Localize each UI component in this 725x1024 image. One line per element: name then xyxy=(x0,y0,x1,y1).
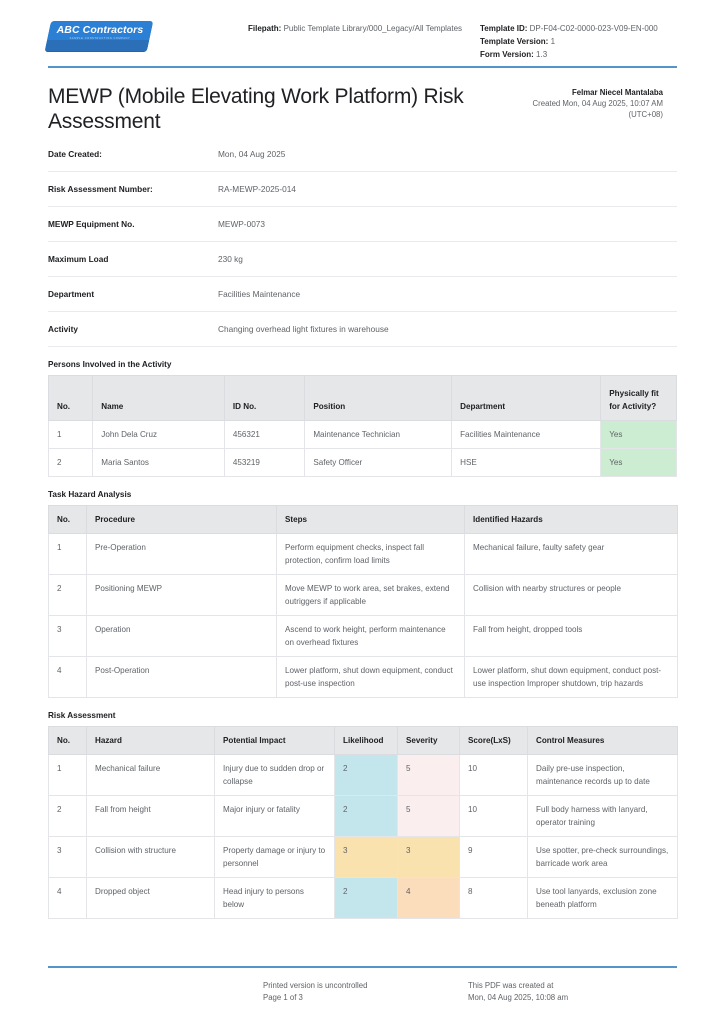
column-header-likelihood: Likelihood xyxy=(335,727,398,755)
column-header-id-no: ID No. xyxy=(224,376,304,421)
cell-hazard: Dropped object xyxy=(87,878,215,919)
field-row-activity xyxy=(48,323,677,347)
section-persons-involved xyxy=(48,360,677,477)
template-id-value: DP-F04-C02-0000-023-V09-EN-000 xyxy=(529,24,658,33)
footer-spacer xyxy=(48,980,263,1004)
task-hazard-table xyxy=(48,505,678,698)
cell-impact: Property damage or injury to personnel xyxy=(215,837,335,878)
field-value: Facilities Maintenance xyxy=(218,289,301,299)
field-row-maximum-load xyxy=(48,253,677,277)
column-header-steps: Steps xyxy=(277,506,465,534)
column-header-score: Score(LxS) xyxy=(460,727,528,755)
cell-department: Facilities Maintenance xyxy=(452,421,601,449)
form-version-row xyxy=(480,48,677,61)
field-row-department xyxy=(48,288,677,312)
cell-severity: 5 xyxy=(398,796,460,837)
column-header-no: No. xyxy=(49,506,87,534)
table-header-row xyxy=(49,506,678,534)
company-logo xyxy=(45,21,153,51)
field-value: RA-MEWP-2025-014 xyxy=(218,184,296,194)
field-label: Department xyxy=(48,289,95,299)
table-row xyxy=(49,534,678,575)
section-risk-assessment xyxy=(48,711,677,919)
cell-name: John Dela Cruz xyxy=(93,421,225,449)
cell-no: 1 xyxy=(49,534,87,575)
template-info-block xyxy=(480,22,677,61)
template-version-row xyxy=(480,35,677,48)
column-header-no: No. xyxy=(49,376,93,421)
cell-no: 4 xyxy=(49,878,87,919)
footer-printed-notice: Printed version is uncontrolled xyxy=(263,981,368,990)
table-row xyxy=(49,796,678,837)
field-label: Maximum Load xyxy=(48,254,109,264)
cell-score: 10 xyxy=(460,755,528,796)
field-value: Mon, 04 Aug 2025 xyxy=(218,149,286,159)
cell-hazard: Collision with structure xyxy=(87,837,215,878)
cell-procedure: Pre-Operation xyxy=(87,534,277,575)
column-header-severity: Severity xyxy=(398,727,460,755)
field-value: Changing overhead light fixtures in warehouse xyxy=(218,324,389,334)
cell-hazard: Mechanical failure xyxy=(87,755,215,796)
field-value: 230 kg xyxy=(218,254,243,264)
cell-controls: Use tool lanyards, exclusion zone beneath platform xyxy=(528,878,678,919)
template-id-row xyxy=(480,22,677,35)
cell-id: 453219 xyxy=(224,449,304,477)
page-title: MEWP (Mobile Elevating Work Platform) Risk Assessment xyxy=(48,85,464,133)
filepath-block xyxy=(248,22,480,61)
footer-page-number: Page 1 of 3 xyxy=(263,993,303,1002)
cell-impact: Head injury to persons below xyxy=(215,878,335,919)
cell-hazard: Fall from height xyxy=(87,796,215,837)
template-id-label: Template ID: xyxy=(480,24,528,33)
created-timezone: (UTC+08) xyxy=(628,110,663,119)
cell-no: 3 xyxy=(49,837,87,878)
footer-divider xyxy=(48,966,677,968)
table-row xyxy=(49,616,678,657)
column-header-physically-fit: Physically fit for Activity? xyxy=(601,376,677,421)
table-header-row xyxy=(49,376,677,421)
cell-hazards: Mechanical failure, faulty safety gear xyxy=(465,534,678,575)
cell-physically-fit: Yes xyxy=(601,449,677,477)
logo-company-name: ABC Contractors xyxy=(56,24,144,36)
cell-position: Maintenance Technician xyxy=(305,421,452,449)
cell-id: 456321 xyxy=(224,421,304,449)
column-header-identified-hazards: Identified Hazards xyxy=(465,506,678,534)
document-footer xyxy=(48,966,677,1004)
template-version-value: 1 xyxy=(550,37,556,46)
field-label: Activity xyxy=(48,324,78,334)
cell-steps: Ascend to work height, perform maintenance on overhead fixtures xyxy=(277,616,465,657)
document-header xyxy=(48,0,677,62)
cell-procedure: Operation xyxy=(87,616,277,657)
filepath-value: Public Template Library/000_Legacy/All Templates xyxy=(283,24,463,33)
section-title: Risk Assessment xyxy=(48,711,116,720)
field-value: MEWP-0073 xyxy=(218,219,266,229)
footer-pdf-block xyxy=(468,980,677,1004)
cell-hazards: Fall from height, dropped tools xyxy=(465,616,678,657)
cell-steps: Move MEWP to work area, set brakes, extend outriggers if applicable xyxy=(277,575,465,616)
section-title: Task Hazard Analysis xyxy=(48,490,132,499)
cell-name: Maria Santos xyxy=(93,449,225,477)
cell-likelihood: 2 xyxy=(335,878,398,919)
table-row xyxy=(49,449,677,477)
cell-procedure: Positioning MEWP xyxy=(87,575,277,616)
cell-likelihood: 2 xyxy=(335,755,398,796)
section-title: Persons Involved in the Activity xyxy=(48,360,172,369)
cell-procedure: Post-Operation xyxy=(87,657,277,698)
cell-score: 8 xyxy=(460,878,528,919)
form-version-value: 1.3 xyxy=(536,50,548,59)
form-version-label: Form Version: xyxy=(480,50,534,59)
field-label: Date Created: xyxy=(48,149,102,159)
cell-severity: 4 xyxy=(398,878,460,919)
section-task-hazard-analysis xyxy=(48,490,677,698)
cell-department: HSE xyxy=(452,449,601,477)
cell-likelihood: 2 xyxy=(335,796,398,837)
cell-steps: Lower platform, shut down equipment, conduct post-use inspection xyxy=(277,657,465,698)
cell-hazards: Collision with nearby structures or people xyxy=(465,575,678,616)
created-by-block xyxy=(478,84,663,120)
footer-print-block xyxy=(263,980,468,1004)
field-row-date-created xyxy=(48,148,677,172)
cell-no: 3 xyxy=(49,616,87,657)
column-header-control-measures: Control Measures xyxy=(528,727,678,755)
column-header-hazard: Hazard xyxy=(87,727,215,755)
cell-no: 1 xyxy=(49,421,93,449)
header-metadata xyxy=(248,16,677,61)
cell-no: 1 xyxy=(49,755,87,796)
cell-no: 2 xyxy=(49,575,87,616)
cell-severity: 3 xyxy=(398,837,460,878)
cell-score: 9 xyxy=(460,837,528,878)
cell-no: 4 xyxy=(49,657,87,698)
field-row-ra-number xyxy=(48,183,677,207)
column-header-position: Position xyxy=(305,376,452,421)
metadata-fields xyxy=(48,148,677,347)
cell-position: Safety Officer xyxy=(305,449,452,477)
field-row-equipment-no xyxy=(48,218,677,242)
cell-physically-fit: Yes xyxy=(601,421,677,449)
column-header-procedure: Procedure xyxy=(87,506,277,534)
cell-no: 2 xyxy=(49,796,87,837)
cell-impact: Injury due to sudden drop or collapse xyxy=(215,755,335,796)
footer-pdf-notice: This PDF was created at xyxy=(468,981,554,990)
column-header-name: Name xyxy=(93,376,225,421)
filepath-label: Filepath: xyxy=(248,24,282,33)
table-row xyxy=(49,421,677,449)
logo-container xyxy=(48,16,248,51)
cell-controls: Full body harness with lanyard, operator training xyxy=(528,796,678,837)
cell-severity: 5 xyxy=(398,755,460,796)
table-row xyxy=(49,755,678,796)
cell-no: 2 xyxy=(49,449,93,477)
table-row xyxy=(49,837,678,878)
logo-subtitle: SAMPLE CONSTRUCTION COMPANY xyxy=(69,37,131,40)
column-header-department: Department xyxy=(452,376,601,421)
table-row xyxy=(49,575,678,616)
column-header-potential-impact: Potential Impact xyxy=(215,727,335,755)
title-row xyxy=(48,84,677,134)
column-header-no: No. xyxy=(49,727,87,755)
cell-controls: Daily pre-use inspection, maintenance records up to date xyxy=(528,755,678,796)
header-divider xyxy=(48,66,677,68)
cell-likelihood: 3 xyxy=(335,837,398,878)
table-row xyxy=(49,657,678,698)
created-timestamp: Created Mon, 04 Aug 2025, 10:07 AM xyxy=(532,99,663,108)
table-row xyxy=(49,878,678,919)
cell-impact: Major injury or fatality xyxy=(215,796,335,837)
template-version-label: Template Version: xyxy=(480,37,549,46)
cell-score: 10 xyxy=(460,796,528,837)
footer-pdf-datetime: Mon, 04 Aug 2025, 10:08 am xyxy=(468,993,569,1002)
risk-assessment-table xyxy=(48,726,678,919)
author-name: Felmar Niecel Mantalaba xyxy=(571,88,663,97)
field-label: MEWP Equipment No. xyxy=(48,219,135,229)
table-header-row xyxy=(49,727,678,755)
cell-steps: Perform equipment checks, inspect fall protection, confirm load limits xyxy=(277,534,465,575)
field-label: Risk Assessment Number: xyxy=(48,184,153,194)
cell-controls: Use spotter, pre-check surroundings, barricade work area xyxy=(528,837,678,878)
persons-table xyxy=(48,375,677,477)
cell-hazards: Lower platform, shut down equipment, conduct post-use inspection Improper shutdown, trip hazards xyxy=(465,657,678,698)
